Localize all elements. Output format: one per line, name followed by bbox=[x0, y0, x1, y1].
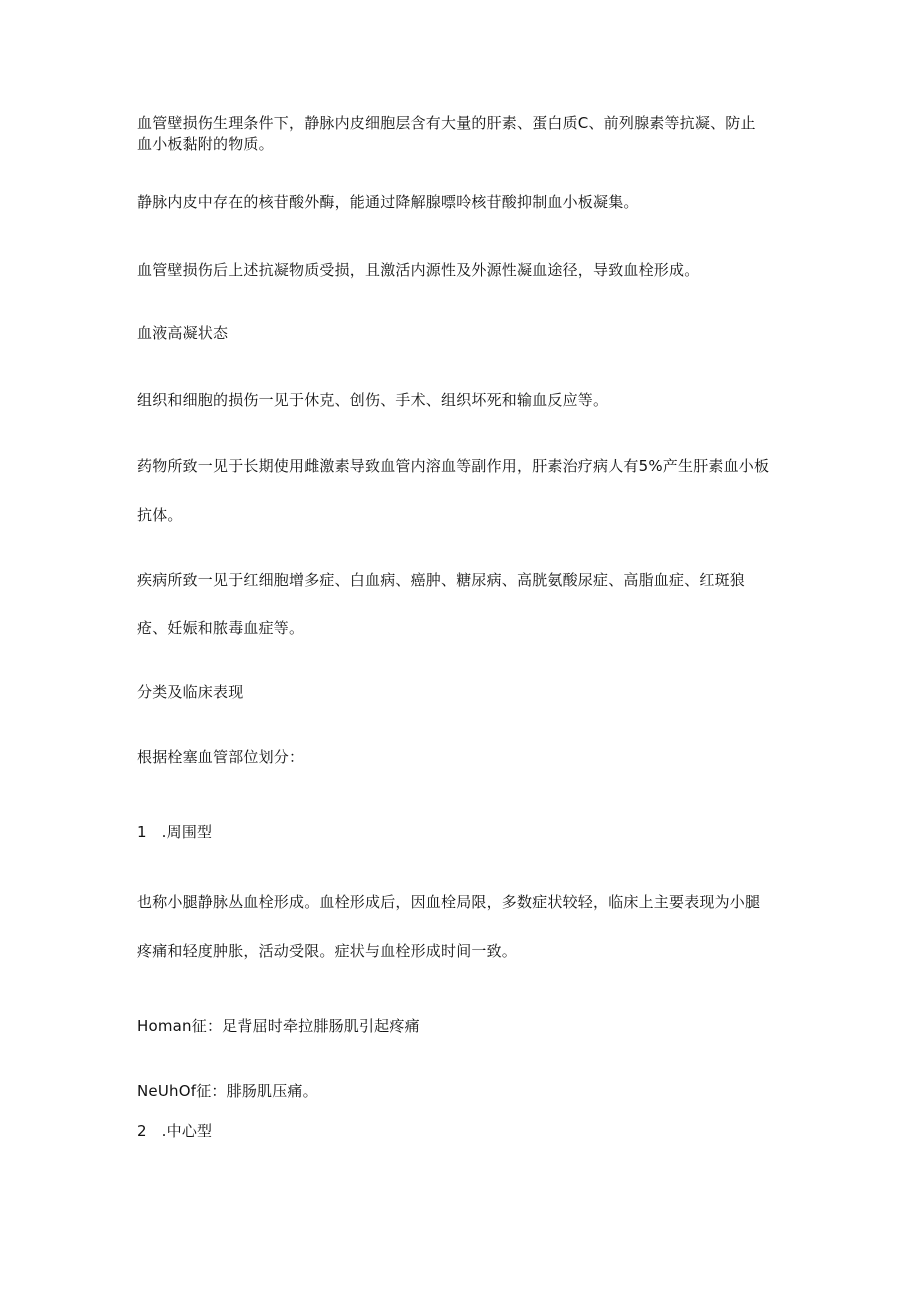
text-line: 药物所致一见于长期使用雌激素导致血管内溶血等副作用，肝素治疗病人有5%产生肝素血小板 bbox=[137, 457, 770, 475]
section-heading: 血液高凝状态 bbox=[137, 324, 229, 342]
text-line: 疾病所致一见于红细胞增多症、白血病、癌肿、糖尿病、高胱氨酸尿症、高脂血症、红斑狼 bbox=[137, 571, 746, 589]
text-line: 血管壁损伤后上述抗凝物质受损，且激活内源性及外源性凝血途径，导致血栓形成。 bbox=[137, 261, 700, 279]
text-line: 根据栓塞血管部位划分： bbox=[137, 748, 305, 766]
text-line: 疼痛和轻度肿胀，活动受限。症状与血栓形成时间一致。 bbox=[137, 942, 518, 960]
section-heading: 分类及临床表现 bbox=[137, 683, 244, 701]
text-line: 疮、妊娠和脓毒血症等。 bbox=[137, 619, 305, 637]
text-line: NeUhOf征：腓肠肌压痛。 bbox=[137, 1082, 318, 1100]
text-line: Homan征：足背屈时牵拉腓肠肌引起疼痛 bbox=[137, 1017, 420, 1035]
text-line: 组织和细胞的损伤一见于休克、创伤、手术、组织坏死和输血反应等。 bbox=[137, 391, 609, 409]
list-item-heading: 2 .中心型 bbox=[137, 1122, 213, 1140]
text-line: 静脉内皮中存在的核苷酸外酶，能通过降解腺嘌呤核苷酸抑制血小板凝集。 bbox=[137, 193, 639, 211]
text-line: 血管壁损伤生理条件下，静脉内皮细胞层含有大量的肝素、蛋白质C、前列腺素等抗凝、防止 bbox=[137, 114, 756, 132]
list-item-heading: 1 .周围型 bbox=[137, 823, 213, 841]
text-line: 抗体。 bbox=[137, 506, 183, 524]
text-line: 血小板黏附的物质。 bbox=[137, 135, 274, 153]
text-line: 也称小腿静脉丛血栓形成。血栓形成后，因血栓局限，多数症状较轻，临床上主要表现为小腿 bbox=[137, 893, 761, 911]
